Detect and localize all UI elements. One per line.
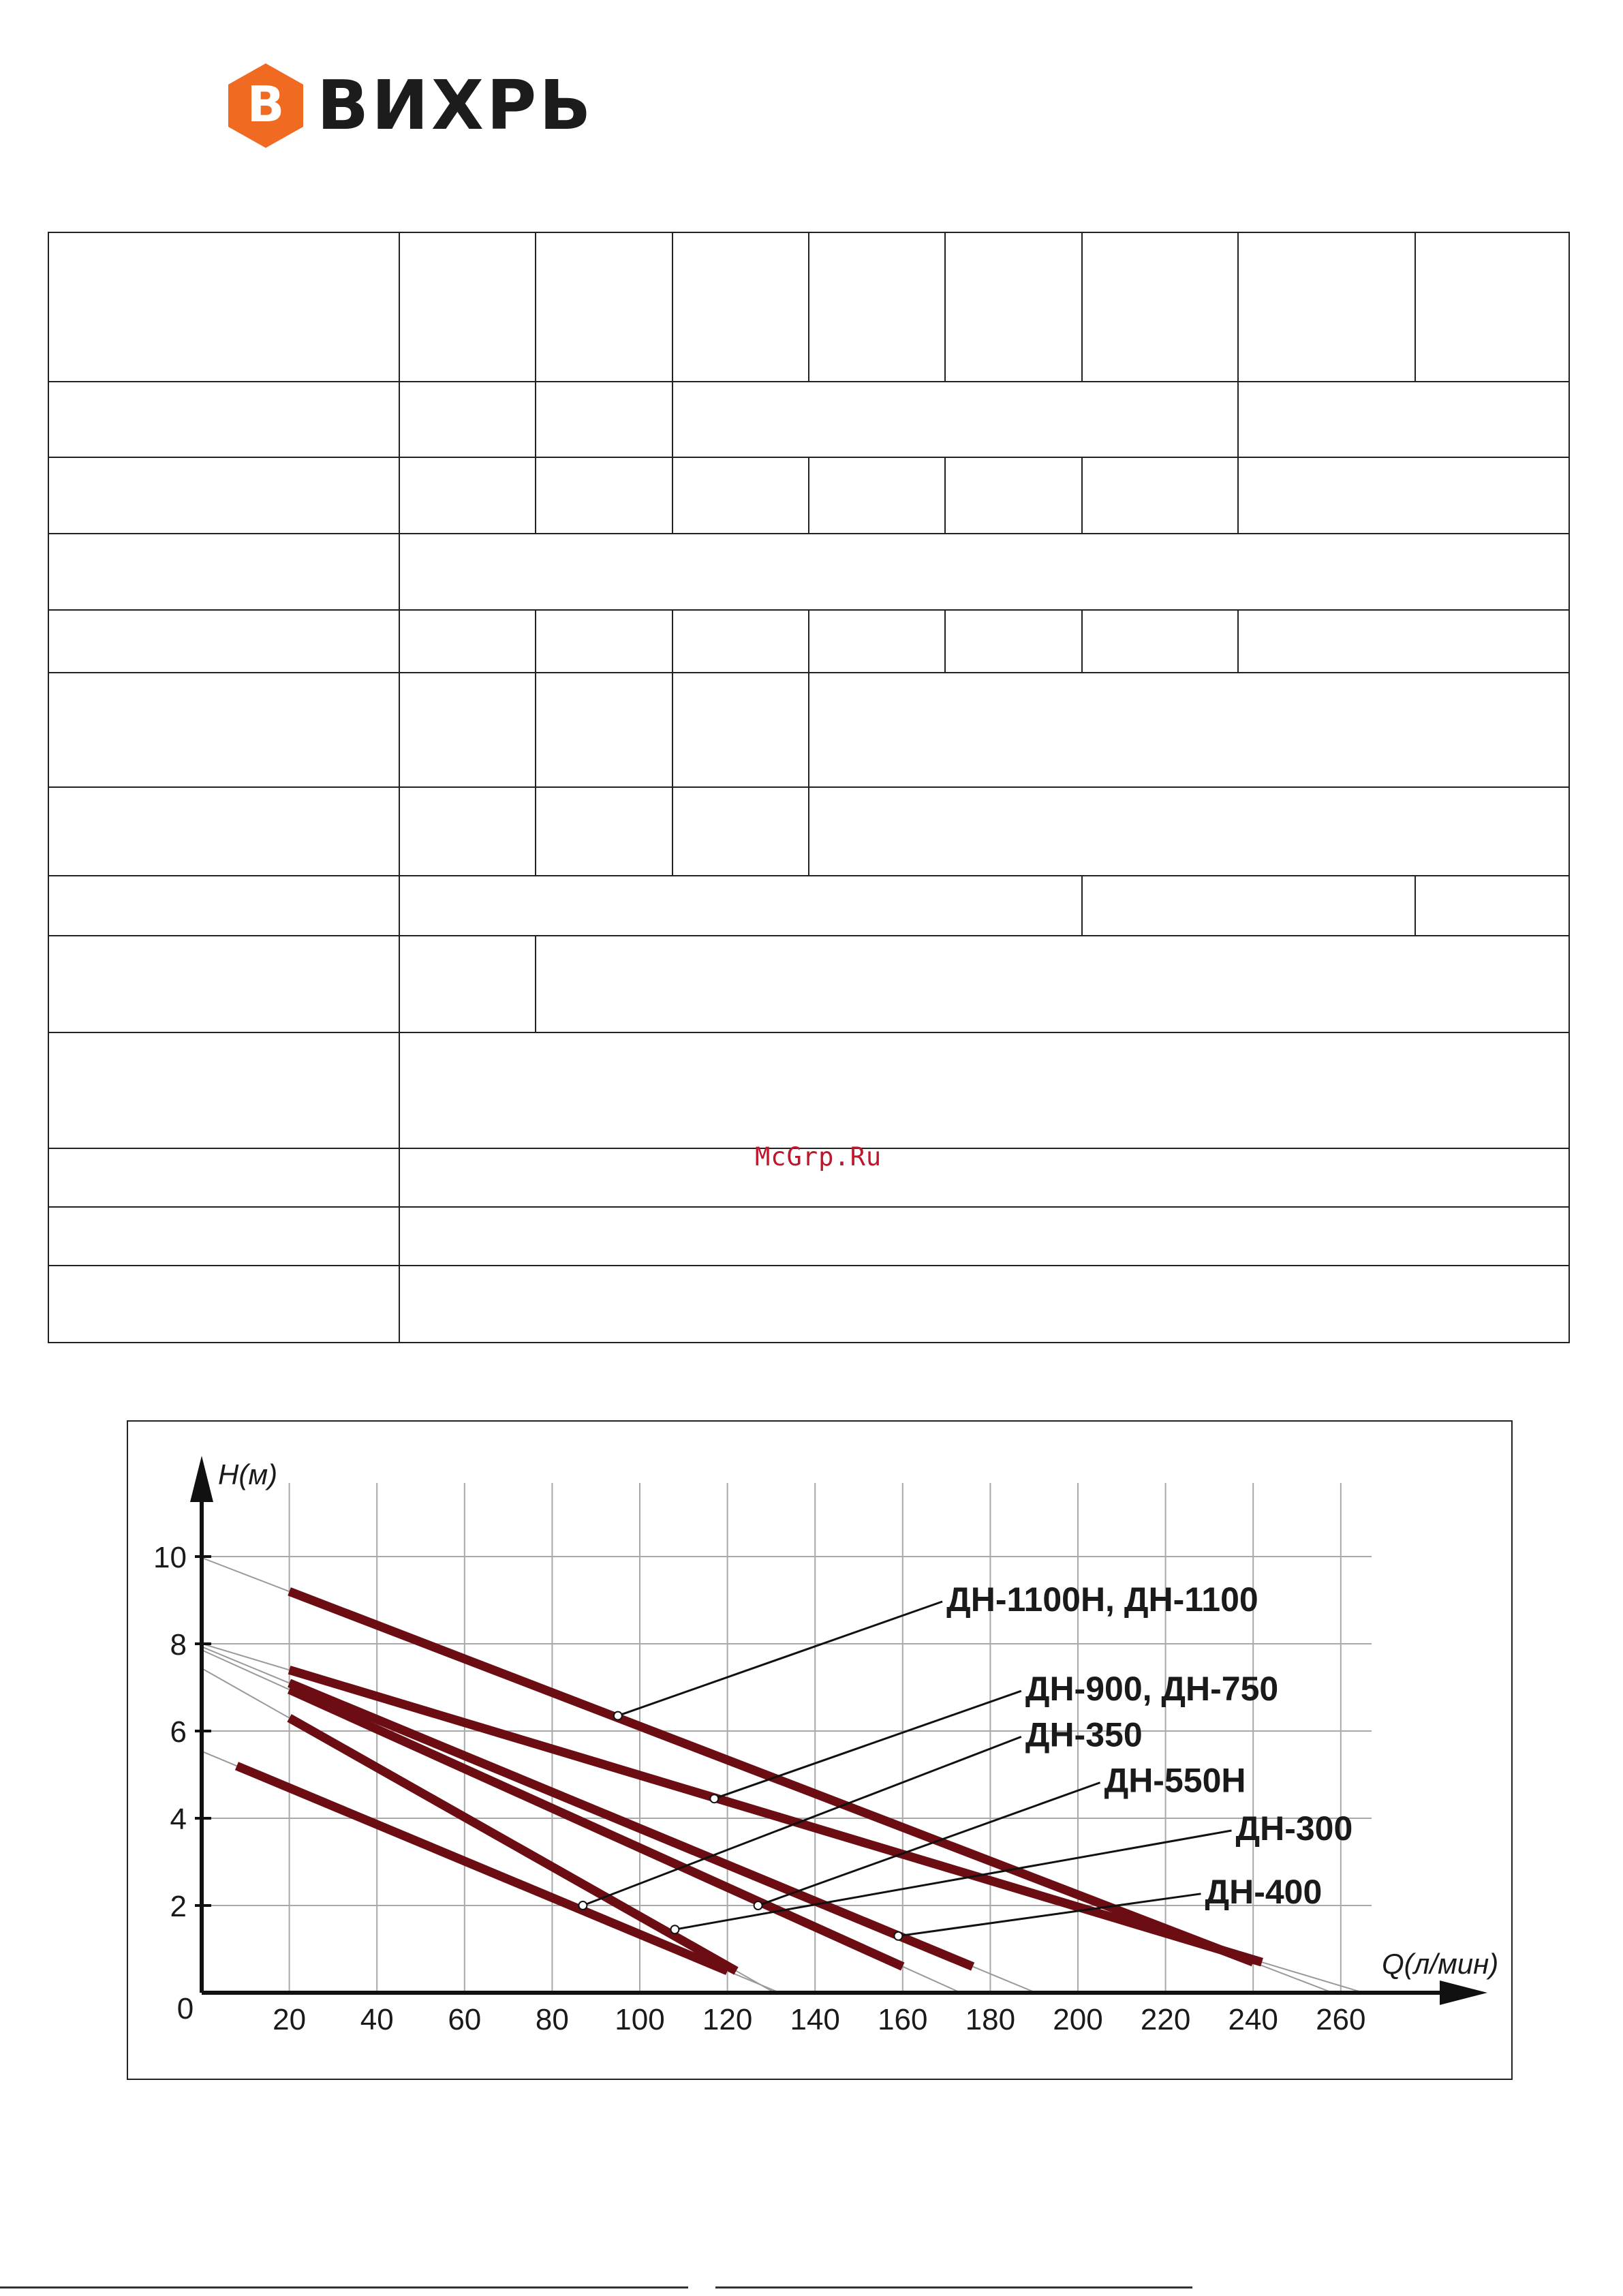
x-tick-label: 220 (1140, 2003, 1191, 2036)
y-tick-label: 10 (153, 1541, 187, 1574)
y-tick-label: 2 (170, 1890, 187, 1923)
x-axis-arrow-icon (1440, 1980, 1487, 2005)
series-marker (754, 1901, 762, 1910)
series-line (236, 1766, 727, 1971)
series-label: ДН-1100Н, ДН-1100 (946, 1580, 1258, 1619)
series-marker (670, 1925, 679, 1933)
series-marker (614, 1712, 622, 1720)
y-axis-title: H(м) (218, 1458, 278, 1490)
leader-line (714, 1691, 1021, 1798)
x-tick-label: 20 (273, 2003, 307, 2036)
y-tick-label: 4 (170, 1803, 187, 1836)
x-tick-label: 80 (535, 2003, 569, 2036)
series-label: ДН-900, ДН-750 (1025, 1670, 1279, 1709)
y-tick-label: 8 (170, 1628, 187, 1662)
spec-table (48, 232, 1570, 1343)
series-marker (710, 1794, 718, 1803)
x-tick-label: 180 (965, 2003, 1016, 2036)
y-axis-arrow-icon (190, 1456, 213, 1502)
x-tick-label: 120 (702, 2003, 753, 2036)
x-tick-label: 160 (878, 2003, 928, 2036)
x-tick-label: 140 (790, 2003, 840, 2036)
series-label: ДН-300 (1235, 1809, 1353, 1848)
x-tick-label: 60 (448, 2003, 482, 2036)
pump-performance-chart (127, 1420, 1513, 2080)
logo-letter: B (247, 76, 285, 133)
x-tick-label: 200 (1053, 2003, 1103, 2036)
leader-line (618, 1602, 942, 1716)
series-label: ДН-550Н (1104, 1761, 1246, 1800)
x-tick-label: 240 (1228, 2003, 1278, 2036)
labels (153, 1458, 1498, 2036)
series-label: ДН-350 (1025, 1715, 1143, 1754)
spec-table-grid (48, 232, 1570, 1343)
brand-logo (221, 61, 594, 150)
series-label: ДН-400 (1205, 1872, 1323, 1911)
y-tick-label: 6 (170, 1715, 187, 1749)
x-tick-label: 100 (615, 2003, 665, 2036)
x-tick-label: 260 (1316, 2003, 1366, 2036)
logo-hexagon-icon (221, 61, 310, 150)
x-axis-title: Q(л/мин) (1382, 1948, 1499, 1980)
footer-divider (0, 2286, 688, 2289)
watermark: McGrp.Ru (755, 1142, 882, 1172)
series-marker (894, 1932, 902, 1940)
origin-label: 0 (176, 1992, 194, 2025)
series-marker (578, 1901, 587, 1910)
chart-canvas (128, 1422, 1511, 2079)
footer-divider (715, 2286, 1192, 2289)
brand-name: ВИХРЬ (317, 65, 594, 145)
x-tick-label: 40 (360, 2003, 394, 2036)
series-line (290, 1670, 1262, 1962)
